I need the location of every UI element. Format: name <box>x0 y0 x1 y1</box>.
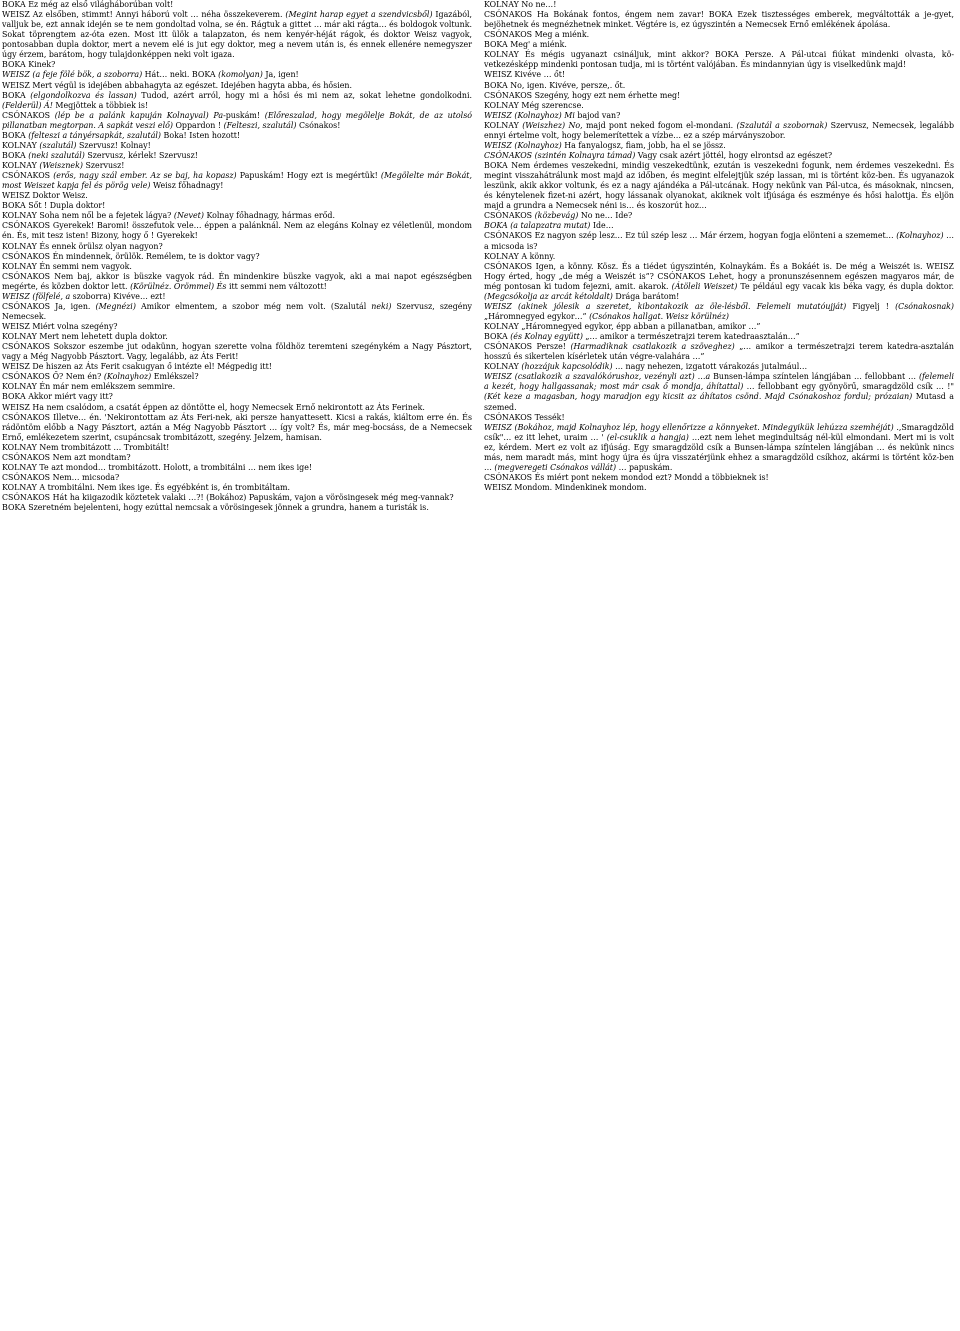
dialogue-text: BOKA Ez még az első világháborúban volt! <box>2 0 174 9</box>
dialogue-text: KOLNAY <box>2 140 40 150</box>
dialogue-text: Szervusz, szegény Nemecsek. <box>2 301 472 321</box>
dialogue-text: Drága barátom! <box>612 291 680 301</box>
dialogue-text: CSÓNAKOS Gyerekek! Baromi! összefutok vele… éppen a palánknál. Nem az elegáns Kolnay ez véletlenül, mondom én. És, mit tesz isten! Bizony, hogy ő ! Gyerekek! <box>2 221 472 241</box>
dialogue-paragraph <box>2 111 472 131</box>
dialogue-text: BOKA <box>2 150 29 160</box>
stage-direction-text: (lép be a palánk kapuján Kolnayval) Pa <box>54 110 224 120</box>
dialogue-text: CSÓNAKOS <box>484 211 535 221</box>
dialogue-text: CSÓNAKOS Persze! <box>484 342 571 352</box>
dialogue-text: BOKA Meg' a miénk. <box>484 40 567 50</box>
dialogue-text: No ne… Ide? <box>578 211 633 221</box>
dialogue-text: bajod van? <box>574 110 621 120</box>
dialogue-text: BOKA Kinek? <box>2 60 56 70</box>
dialogue-text: KOLNAY És mégis ugyanazt csináljuk, mint akkor? BOKA Persze. A Pál-utcai fiúkat mindenki olvasta, kö-vetkezésképp mindenki pontosan tudja, mi is történt valójában. És mindannyian úgy is viselkedünk majd! <box>484 50 954 70</box>
stage-direction-text: (elgondolkozva és lassan) <box>30 90 137 100</box>
dialogue-text: Bunsen-lámpa színtelen lángjában … fellobbant … <box>710 372 919 382</box>
dialogue-text: KOLNAY „Háromnegyed egykor, épp abban a pillanatban, amikor …” <box>484 322 761 331</box>
dialogue-paragraph <box>2 443 472 453</box>
dialogue-text: CSÓNAKOS Nem baj, akkor is büszke vagyok rád. Én mindenkire büszke vagyok, aki a mai napot egészségben megérte, és közben doktor lett. <box>2 271 472 291</box>
dialogue-text: CSÓNAKOS Hát ha kiigazodik köztetek valaki …?! (Bokához) Papuskám, vajon a vörösingesek még meg-vannak? <box>2 493 454 503</box>
dialogue-text: CSÓNAKOS Ez nagyon szép lesz… Ez túl szép lesz … Már érzem, hogyan fogja elönteni a szememet… <box>484 231 897 241</box>
dialogue-paragraph <box>2 382 472 392</box>
dialogue-paragraph <box>484 221 954 231</box>
dialogue-paragraph <box>2 201 472 211</box>
dialogue-paragraph <box>2 70 472 80</box>
stage-direction-text: (és Kolnay együtt) <box>510 332 583 342</box>
dialogue-paragraph <box>484 342 954 362</box>
dialogue-paragraph <box>2 211 472 221</box>
dialogue-text: Szervusz! <box>82 161 125 170</box>
dialogue-paragraph <box>2 342 472 362</box>
dialogue-text: Oppardon ! <box>172 120 224 130</box>
dialogue-paragraph <box>484 423 954 473</box>
left-column <box>2 0 472 1331</box>
stage-direction-text: (Megcsókolja az arcát kétoldalt) <box>484 291 613 301</box>
dialogue-paragraph <box>484 91 954 101</box>
dialogue-text: CSÓNAKOS Ő? Nem én? <box>2 372 104 382</box>
stage-direction-text: WEISZ (akinek jólesik a szeretet, kibontakozik az öle-lésből. Felemeli mutatóujját) <box>484 301 847 311</box>
dialogue-paragraph <box>2 483 472 493</box>
dialogue-paragraph <box>484 473 954 483</box>
dialogue-text: WEISZ Ha nem csalódom, a csatát éppen az döntötte el, hogy Nemecsek Ernő nekirontott az Áts Ferinek. <box>2 402 425 412</box>
dialogue-text: KOLNAY Soha nem nől be a fejetek lágya? <box>2 211 174 221</box>
dialogue-text: KOLNAY Még szerencse. <box>484 100 584 110</box>
dialogue-text: CSÓNAKOS Illetve… én. 'Nekirontottam az Áts Feri-nek, aki persze hanyattesett. Kicsi a rakás, kiáltom erre én. És rádöntöm előbb a Nagy Pásztort, aztán a Még Nagyobb Pásztort … így volt? És, már meg-bocsáss, de a Nemecsek Ernő, emlékezetem szerint, csupáncsak trombitázott, szegény. Jelzem, hamisan. <box>2 412 472 442</box>
dialogue-paragraph <box>484 483 954 493</box>
dialogue-text: BOKA <box>484 332 511 342</box>
stage-direction-text: (Megnézi) <box>95 301 136 311</box>
dialogue-paragraph <box>484 332 954 342</box>
dialogue-text: …ezt nem lehet megindultság nél-kül elmondani. Mert mi is volt ez, kérdem. Mert ez volt az ifjúság. Egy smaragdzöld csík a Bunsen-lámpa színtelen lángjában … és nekünk nincs más, nem maradt más, mint hogy újra és újra visszatérjünk ehhez a smaragdzöld csíkhoz, akármi is történt köz-ben … <box>484 432 955 472</box>
stage-direction-text: (Kolnayhoz) … <box>896 231 954 241</box>
dialogue-text: „Háromnegyed egykor…” <box>484 311 590 321</box>
dialogue-paragraph <box>484 302 954 322</box>
dialogue-text: Ide… <box>590 221 614 231</box>
dialogue-text: Boka! Isten hozott! <box>161 130 241 140</box>
stage-direction-text: WEISZ (csatlakozik a szavalókórushoz, vezényli azt) …a <box>484 372 711 382</box>
dialogue-paragraph <box>484 30 954 40</box>
dialogue-text: KOLNAY Én semmi nem vagyok. <box>2 261 132 271</box>
dialogue-paragraph <box>2 191 472 201</box>
dialogue-text: WEISZ De hiszen az Áts Ferit csakugyan ő intézte el! Mégpedig itt! <box>2 362 272 372</box>
dialogue-text: Hát… neki. BOKA <box>142 70 219 80</box>
stage-direction-text: (Átöleli Weiszet) <box>671 281 738 291</box>
dialogue-text: Ha fanyalogsz, fiam, jobb, ha el se jössz. <box>561 140 726 150</box>
stage-direction-text: (Körülnéz. Örömmel) És <box>130 281 227 291</box>
dialogue-text: KOLNAY A trombitálni. Nem ikes ige. És egyébként is, én trombitáltam. <box>2 483 291 492</box>
dialogue-text: CSÓNAKOS Tessék! <box>484 412 565 422</box>
stage-direction-text: (Felteszi, szalutál) <box>223 120 297 130</box>
stage-direction-text: (Megölelte már Bokát, most Weiszet kapja fel és pörög vele) <box>2 171 472 191</box>
dialogue-text: Te például egy vacak kis béka vagy, és dupla doktor. <box>737 281 954 291</box>
dialogue-text: KOLNAY No ne…! <box>484 0 557 9</box>
dialogue-text: Szervusz, kérlek! Szervusz! <box>84 150 198 160</box>
dialogue-text: CSÓNAKOS Nem… micsoda? <box>2 472 120 482</box>
dialogue-text: BOKA Szeretném bejelenteni, hogy ezúttal nemcsak a vörösingesek jönnek a grundra, hanem a turisták is. <box>2 503 429 513</box>
dialogue-paragraph <box>484 231 954 251</box>
dialogue-text: WEISZ Doktor Weisz. <box>2 191 88 201</box>
dialogue-paragraph <box>484 81 954 91</box>
stage-direction-text: (Weiszhez) No, <box>522 120 583 130</box>
dialogue-paragraph <box>2 463 472 473</box>
dialogue-text: CSÓNAKOS <box>2 171 54 181</box>
dialogue-paragraph <box>2 362 472 372</box>
dialogue-text: BOKA No, igen. Kivéve, persze,. őt. <box>484 80 626 90</box>
stage-direction-text: (megveregeti Csónakos vállát) <box>494 462 617 472</box>
stage-direction-text: (felemeli a kezét, hogy hallgassanak; most már csak ő mondja, áhítattal) <box>484 372 954 392</box>
dialogue-paragraph <box>484 40 954 50</box>
dialogue-paragraph <box>484 211 954 221</box>
dialogue-paragraph <box>2 403 472 413</box>
stage-direction-text: (neki szalutál) <box>28 150 85 160</box>
dialogue-text: -puskám! <box>223 110 265 120</box>
dialogue-paragraph <box>2 493 472 503</box>
stage-direction-text: (Megint harap egyet a szendvicsből) <box>285 10 433 20</box>
stage-direction-text: (Csónakosnak) <box>895 301 955 311</box>
dialogue-text: WEISZ Az elsőben, stimmt! Annyi háború volt … néha összekeverem. <box>2 10 286 20</box>
dialogue-text: szoborra) Kivéve… ezt! <box>70 291 166 301</box>
stage-direction-text: (Szalutál a szobornak) <box>736 120 828 130</box>
dialogue-paragraph <box>2 242 472 252</box>
dialogue-text: a micsoda is? <box>484 241 538 251</box>
dialogue-paragraph <box>484 252 954 262</box>
stage-direction-text: BOKA (a talapzatra mutat) <box>484 221 591 231</box>
dialogue-text: Amikor elmentem, a szobor még nem volt. (Szalutál <box>135 301 372 311</box>
dialogue-paragraph <box>2 60 472 70</box>
stage-direction-text: (el-csuklik a hangja) <box>606 432 689 442</box>
dialogue-paragraph <box>484 413 954 423</box>
dialogue-paragraph <box>2 272 472 292</box>
dialogue-text: Kolnay főhadnagy, hármas erőd. <box>203 211 335 221</box>
dialogue-paragraph <box>2 262 472 272</box>
dialogue-paragraph <box>484 0 954 10</box>
stage-direction-text: (Kolnayhoz) <box>103 372 152 382</box>
dialogue-paragraph <box>2 503 472 513</box>
dialogue-text: BOKA Sőt ! Dupla doktor! <box>2 201 106 211</box>
dialogue-text: WEISZ Mert végül is idejében abbahagyta az egészet. Idejében hagyta abba, és hősien. <box>2 80 353 90</box>
dialogue-text: „… amikor a természetrajzi terem katedra-asztalán hosszú és sikertelen kísérletek után végre-valahára …” <box>484 342 955 362</box>
dialogue-paragraph <box>484 141 954 151</box>
dialogue-paragraph <box>2 372 472 382</box>
dialogue-paragraph <box>484 70 954 80</box>
dialogue-text: CSÓNAKOS Sokszor eszembe jut odakünn, hogyan szerette volna földhöz teremteni szegénykém a Nagy Pásztort, vagy a Még Nagyobb Pásztort. Vagy, legalább, az Áts Ferit! <box>2 342 472 362</box>
stage-direction-text: WEISZ (Bokához, majd Kolnayhoz lép, hogy ellenőrizze a könnyeket. Mindegyikük lehúzza szemhéját) <box>484 422 894 432</box>
dialogue-text: CSÓNAKOS Nem azt mondtam? <box>2 452 131 462</box>
dialogue-paragraph <box>2 252 472 262</box>
dialogue-paragraph <box>2 221 472 241</box>
dialogue-text: CSÓNAKOS Én mindennek, örülök. Remélem, te is doktor vagy? <box>2 251 260 261</box>
dialogue-text: KOLNAY A könny. <box>484 251 556 261</box>
dialogue-text: Megjöttek a többiek is! <box>52 100 149 110</box>
dialogue-text: CSÓNAKOS Ja, igen. <box>2 301 96 311</box>
dialogue-text: CSÓNAKOS <box>2 110 55 120</box>
stage-direction-text: (Harmadiknak csatlakozik a szöveghez) <box>570 342 735 352</box>
dialogue-text: Szervusz! Kolnay! <box>76 140 151 150</box>
dialogue-paragraph <box>2 131 472 141</box>
dialogue-paragraph <box>2 171 472 191</box>
dialogue-text: WEISZ Mondom. Mindenkinek mondom. <box>484 483 647 492</box>
stage-direction-text: (Két keze a magasban, hogy maradjon egy kicsit az áhítatos csönd. Majd Csónakoshoz fordul; prózaian) <box>484 392 913 402</box>
dialogue-text: KOLNAY Mert nem lehetett dupla doktor. <box>2 332 168 342</box>
dialogue-paragraph <box>2 161 472 171</box>
dialogue-paragraph <box>484 121 954 141</box>
dialogue-text: KOLNAY <box>484 362 522 372</box>
stage-direction-text: (szalutál) <box>39 140 77 150</box>
dialogue-text: itt semmi nem változott! <box>226 281 327 291</box>
dialogue-text: … papuskám. <box>616 462 673 472</box>
stage-direction-text: CSÓNAKOS (szintén Kolnayra támad) <box>484 150 636 160</box>
stage-direction-text: (Csónakos hallgat. Weisz körülnéz) <box>589 311 729 321</box>
dialogue-paragraph <box>484 262 954 302</box>
stage-direction-text: (Előreszalad, hogy megölelje Bokát, de az utolsó pillanatban megtorpan. A sapkát veszi elő) <box>2 110 472 130</box>
dialogue-text: Vagy csak azért jöttél, hogy elrontsd az egészet? <box>635 150 833 160</box>
stage-direction-text: (Nevet) <box>173 211 204 221</box>
stage-direction-text: (Felderül) Á! <box>2 100 53 110</box>
dialogue-paragraph <box>484 362 954 372</box>
dialogue-paragraph <box>484 151 954 161</box>
dialogue-text: CSÓNAKOS Meg a miénk. <box>484 30 590 40</box>
dialogue-text: CSÓNAKOS És miért pont nekem mondod ezt? Mondd a többieknek is! <box>484 472 769 482</box>
dialogue-paragraph <box>2 91 472 111</box>
dialogue-text: CSÓNAKOS Igen, a könny. Kösz. És a tiédet úgyszintén, Kolnaykám. És a Bokáét is. De még a Weiszét is. WEISZ Hogy érted, hogy „de még a Weiszét is”? CSÓNAKOS Lehet, hogy a pronunszésennem egészen magyaros már, de még pontosan ki tudom fejezni, amit. akarok. <box>484 261 954 291</box>
dialogue-paragraph <box>2 302 472 322</box>
dialogue-text: WEISZ Miért volna szegény? <box>2 322 118 331</box>
dialogue-paragraph <box>484 111 954 121</box>
stage-direction-text: neki) <box>371 301 392 311</box>
dialogue-paragraph <box>484 101 954 111</box>
dialogue-paragraph <box>484 50 954 70</box>
stage-direction-text: (felteszi a tányérsapkát, szalutál) <box>28 130 162 140</box>
dialogue-text: KOLNAY Te azt mondod… trombitázott. Holott, a trombitálni … nem ikes ige! <box>2 462 313 472</box>
dialogue-text: KOLNAY És ennek örülsz olyan nagyon? <box>2 241 163 251</box>
dialogue-paragraph <box>2 141 472 151</box>
dialogue-text: Weisz főhadnagy! <box>150 181 224 191</box>
dialogue-paragraph <box>484 322 954 332</box>
dialogue-text: CSÓNAKOS Ha Bokának fontos, éngem nem zavar! BOKA Ezek tisztességes emberek, megváltották a je-gyet, bejöhetnek és megnézhetnek minket. Végtére is, ez úgyszintén a Nemecsek Ernő emlékének ápolása. <box>484 10 954 30</box>
dialogue-paragraph <box>2 322 472 332</box>
dialogue-text: Igazából, valljuk be, ezt annak idején se te nem gondoltad volna, se én. Rágtuk a gittet … már aki rágta… és boldogok voltunk. Sokat töprengtem az-óta ezen. Most itt ülök a talapzaton, és nem kenyér-héját rágok, és doktor Weisz vagyok, pontosabban dupla doktor, mert a nevem elé is jut egy doktor, meg a nevem után is, és ennek ellenére nemegyszer úgy érzem, barátom, hogy tulajdonképpen neki volt igaza. <box>2 10 472 60</box>
dialogue-paragraph <box>2 81 472 91</box>
dialogue-text: … nagy nehezen, izgatott várakozás jutalmául… <box>612 362 808 372</box>
dialogue-paragraph <box>2 0 472 10</box>
dialogue-text: … fellobbant egy gyönyörű, smaragdzöld csík … !" <box>743 382 954 392</box>
dialogue-text: Mutasd a szemed. <box>484 392 955 412</box>
dialogue-paragraph <box>484 372 954 412</box>
dialogue-text: Papuskám! Hogy ezt is megértük! <box>236 171 381 181</box>
dialogue-text: Ja, igen! <box>262 70 299 80</box>
stage-direction-text: (közbevág) <box>534 211 579 221</box>
stage-direction-text: (erős, nagy szál ember. Az se baj, ha kopasz) <box>53 171 237 181</box>
dialogue-paragraph <box>2 453 472 463</box>
dialogue-text: BOKA <box>2 130 29 140</box>
dialogue-text: WEISZ Kivéve … őt! <box>484 70 566 80</box>
dialogue-text: KOLNAY <box>484 120 523 130</box>
dialogue-text: KOLNAY Nem trombitázott … Trombitált! <box>2 442 170 452</box>
dialogue-text: KOLNAY <box>2 161 40 170</box>
dialogue-text: CSÓNAKOS Szegény, hogy ezt nem érhette meg! <box>484 90 681 100</box>
dialogue-text: BOKA <box>2 90 31 100</box>
dialogue-paragraph <box>2 473 472 483</box>
stage-direction-text: (Weisznek) <box>39 161 83 170</box>
dialogue-text: majd pont neked fogom el-mondani. <box>582 120 737 130</box>
dialogue-paragraph <box>2 392 472 402</box>
stage-direction-text: WEISZ (Kolnayhoz) <box>484 140 562 150</box>
dialogue-text: Csónakos! <box>296 120 341 130</box>
dialogue-paragraph <box>2 332 472 342</box>
dialogue-text: Tudod, azért arról, hogy mi a hősi és mi nem az, sokat lehetne gondolkodni. <box>136 90 472 100</box>
dialogue-paragraph <box>484 10 954 30</box>
dialogue-text: „… amikor a természetrajzi terem katedraasztalán…” <box>582 332 800 342</box>
dialogue-text: .,Smaragdzöld csík"… ez itt lehet, uraim … ' <box>484 422 955 442</box>
stage-direction-text: WEISZ (Kolnayhoz) Mi <box>484 110 575 120</box>
dialogue-paragraph <box>2 292 472 302</box>
dialogue-paragraph <box>484 161 954 211</box>
stage-direction-text: WEISZ (fölfelé, a <box>2 291 71 301</box>
stage-direction-text: (komolyan) <box>218 70 263 80</box>
dialogue-text: KOLNAY Én már nem emlékszem semmire. <box>2 382 176 392</box>
right-column <box>484 0 954 1331</box>
dialogue-paragraph <box>2 10 472 60</box>
dialogue-text: BOKA Akkor miért vagy itt? <box>2 392 113 402</box>
stage-direction-text: WEISZ (a feje fölé bök, a szoborra) <box>2 70 143 80</box>
dialogue-paragraph <box>2 413 472 443</box>
stage-direction-text: (hozzájuk kapcsolódik) <box>521 362 613 372</box>
dialogue-paragraph <box>2 151 472 161</box>
dialogue-text: BOKA Nem érdemes veszekedni, mindig veszekedtünk, ezután is veszekedni fogunk, nem érdemes veszekedni. És megint visszahátrálunk most majd az időben, és megint elfelejtjük szép lassan, mi is történt köz-ben. És ugyanazok leszünk, akik akkor voltunk, és ez a nagy ajándéka a Pál-utcának. Hogy nekünk van Pál-utca, és másoknak, nincsen, és kénytelenek fizet-ni azért, hogy lássanak olyanokat, akiknek volt ifjúsága és eszménye és hősi halottja. És eljön majd a grundra a Nemecsek néni is… és koszorút hoz… <box>484 161 954 211</box>
dialogue-text: Szervusz, Nemecsek, legalább ennyi értelme volt, hogy belemerítettek a vízbe… ez a szép márványszobor. <box>484 120 954 140</box>
dialogue-text: Emlékszel? <box>151 372 199 382</box>
dialogue-text: Figyelj ! <box>846 301 896 311</box>
